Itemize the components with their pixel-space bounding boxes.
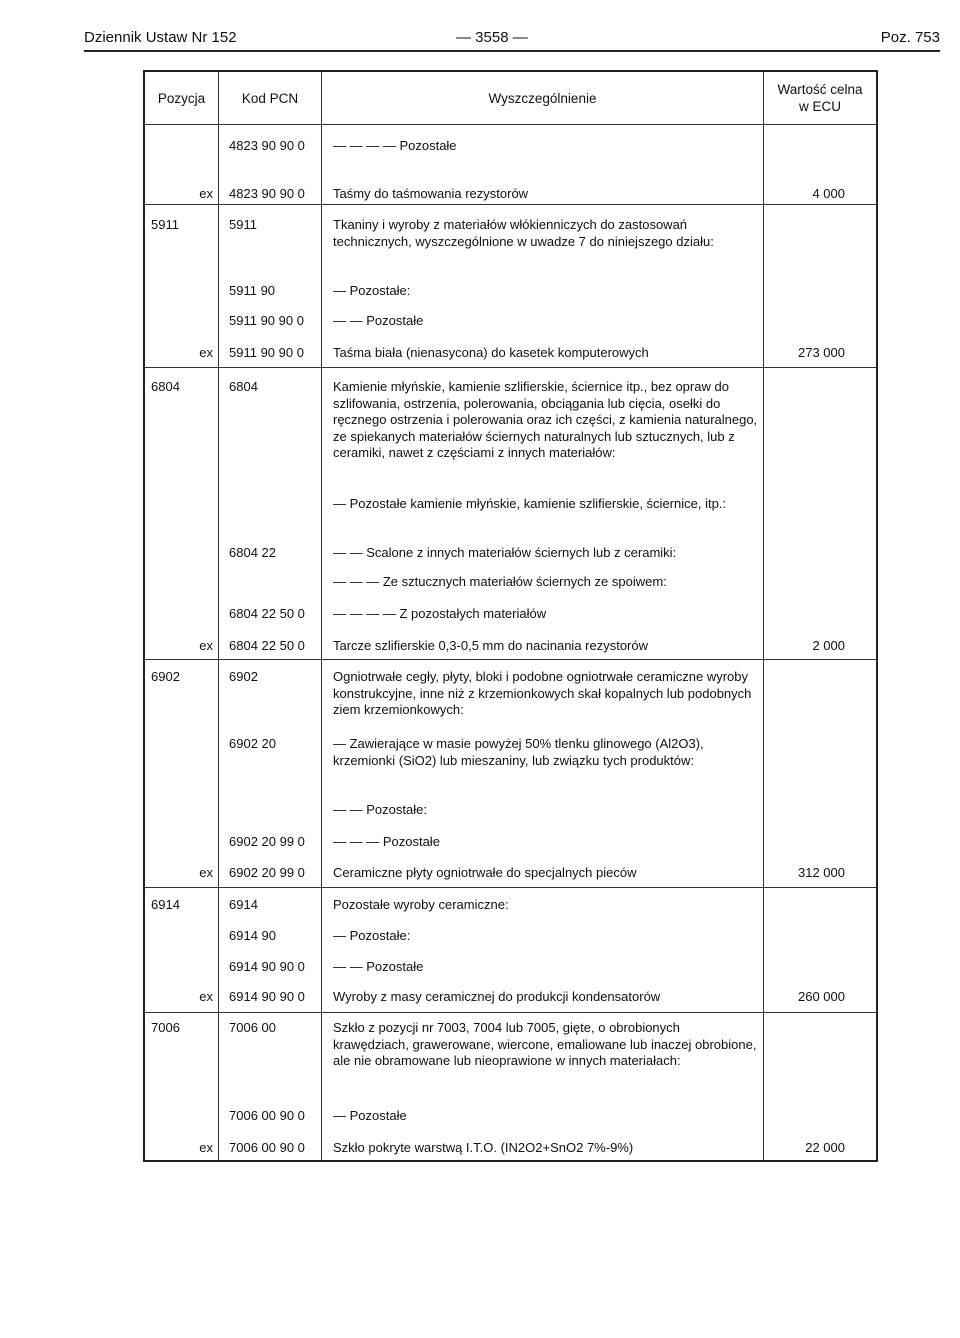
kod-cell: 7006 00 90 0 — [229, 1140, 305, 1155]
ex-marker: ex — [199, 1140, 213, 1155]
header-wartosc: Wartość celna w ECU — [777, 82, 863, 114]
header-kod: Kod PCN — [241, 90, 299, 106]
page-header — [84, 26, 940, 50]
col-divider-2 — [321, 72, 322, 1160]
ex-marker: ex — [199, 865, 213, 880]
kod-cell: 5911 — [229, 217, 257, 232]
desc-cell: — — — Ze sztucznych materiałów ściernych ze spoiwem: — [333, 574, 667, 589]
journal-title: Dziennik Ustaw Nr 152 — [84, 29, 237, 46]
desc-cell: Tarcze szlifierskie 0,3-0,5 mm do nacinania rezystorów — [333, 638, 649, 653]
pozycja-cell: 6804 — [151, 379, 180, 394]
kod-cell: 6914 90 90 0 — [229, 959, 305, 974]
kod-cell: 6804 — [229, 379, 258, 394]
desc-cell: Szkło pokryte warstwą I.T.O. (IN2O2+SnO2 7%-9%) — [333, 1140, 634, 1155]
pozycja-cell: 6914 — [151, 897, 180, 912]
kod-cell: 6902 — [229, 669, 258, 684]
kod-cell: 6804 22 50 0 — [229, 638, 305, 653]
group-separator — [145, 1012, 876, 1013]
ex-marker: ex — [199, 989, 213, 1004]
desc-cell: Tkaniny i wyroby z materiałów włókienniczych do zastosowań technicznych, wyszczególnione w uwadze 7 do niniejszego działu: — [333, 217, 714, 249]
group-separator — [145, 887, 876, 888]
header-rule — [84, 50, 940, 52]
header-wyszczegolnienie: Wyszczególnienie — [488, 90, 597, 106]
desc-cell: — — — — Z pozostałych materiałów — [333, 606, 547, 621]
desc-cell: Ogniotrwałe cegły, płyty, bloki i podobne ogniotrwałe ceramiczne wyroby konstrukcyjne, inne niż z krzemionkowych skał kopalnych lub podobnych ziem krzemionkowych: — [333, 669, 752, 717]
desc-cell: — Pozostałe kamienie młyńskie, kamienie szlifierskie, ściernice, itp.: — [333, 496, 727, 511]
kod-cell: 7006 00 — [229, 1020, 276, 1035]
kod-cell: 6914 90 90 0 — [229, 989, 305, 1004]
header-separator — [145, 124, 876, 125]
position-number: Poz. 753 — [880, 29, 940, 46]
ex-marker: ex — [199, 186, 213, 201]
group-separator — [145, 659, 876, 660]
value-cell: 22 000 — [805, 1140, 845, 1155]
desc-cell: — — — — Pozostałe — [333, 138, 457, 153]
value-cell: 4 000 — [812, 186, 845, 201]
pozycja-cell: 5911 — [151, 217, 179, 232]
kod-cell: 6804 22 — [229, 545, 276, 560]
desc-cell: Taśma biała (nienasycona) do kasetek komputerowych — [333, 345, 649, 360]
desc-cell: — — Scalone z innych materiałów ściernych lub z ceramiki: — [333, 545, 677, 560]
value-cell: 2 000 — [812, 638, 845, 653]
kod-cell: 4823 90 90 0 — [229, 138, 305, 153]
desc-cell: Taśmy do taśmowania rezystorów — [333, 186, 529, 201]
page-number: — 3558 — — [456, 29, 528, 46]
value-cell: 273 000 — [798, 345, 845, 360]
desc-cell: — Pozostałe: — [333, 928, 411, 943]
desc-cell: — — Pozostałe: — [333, 802, 427, 817]
desc-cell: — — — Pozostałe — [333, 834, 440, 849]
kod-cell: 6902 20 — [229, 736, 276, 751]
ex-marker: ex — [199, 638, 213, 653]
tariff-table — [143, 70, 878, 1162]
kod-cell: 4823 90 90 0 — [229, 186, 305, 201]
kod-cell: 6902 20 99 0 — [229, 834, 305, 849]
ex-marker: ex — [199, 345, 213, 360]
pozycja-cell: 7006 — [151, 1020, 180, 1035]
desc-cell: Pozostałe wyroby ceramiczne: — [333, 897, 509, 912]
group-separator — [145, 204, 876, 205]
pozycja-cell: 6902 — [151, 669, 180, 684]
kod-cell: 5911 90 — [229, 283, 276, 298]
desc-cell: Wyroby z masy ceramicznej do produkcji kondensatorów — [333, 989, 661, 1004]
kod-cell: 5911 90 90 0 — [229, 313, 304, 328]
value-cell: 260 000 — [798, 989, 845, 1004]
desc-cell: Ceramiczne płyty ogniotrwałe do specjalnych pieców — [333, 865, 637, 880]
kod-cell: 6914 90 — [229, 928, 276, 943]
desc-cell: — — Pozostałe — [333, 959, 424, 974]
value-cell: 312 000 — [798, 865, 845, 880]
desc-cell: — Zawierające w masie powyżej 50% tlenku glinowego (Al2O3), krzemionki (SiO2) lub mieszaniny, lub związku tych produktów: — [333, 736, 704, 768]
kod-cell: 6804 22 50 0 — [229, 606, 305, 621]
group-separator — [145, 367, 876, 368]
desc-cell: — — Pozostałe — [333, 313, 424, 328]
desc-cell: — Pozostałe — [333, 1108, 407, 1123]
kod-cell: 7006 00 90 0 — [229, 1108, 305, 1123]
kod-cell: 5911 90 90 0 — [229, 345, 304, 360]
desc-cell: — Pozostałe: — [333, 283, 411, 298]
header-pozycja: Pozycja — [157, 90, 206, 106]
desc-cell: Kamienie młyńskie, kamienie szlifierskie, ściernice itp., bez opraw do szlifowania, ostrzenia, polerowania, obciągania lub cięcia, osełki do ręcznego ostrzenia i polerowania oraz ich części, z kamienia naturalnego, ze spiekanych materiałów ściernych naturalnych lub sztucznych, lub z ceramiki, nawet z częściami z innych materiałów: — [333, 379, 758, 460]
kod-cell: 6902 20 99 0 — [229, 865, 305, 880]
desc-cell: Szkło z pozycji nr 7003, 7004 lub 7005, gięte, o obrobionych krawędziach, grawerowane, wiercone, emaliowane lub inaczej obrobione, ale nie obramowane lub nieoprawione w innych materiałach: — [333, 1020, 757, 1068]
kod-cell: 6914 — [229, 897, 258, 912]
col-divider-1 — [218, 72, 219, 1160]
